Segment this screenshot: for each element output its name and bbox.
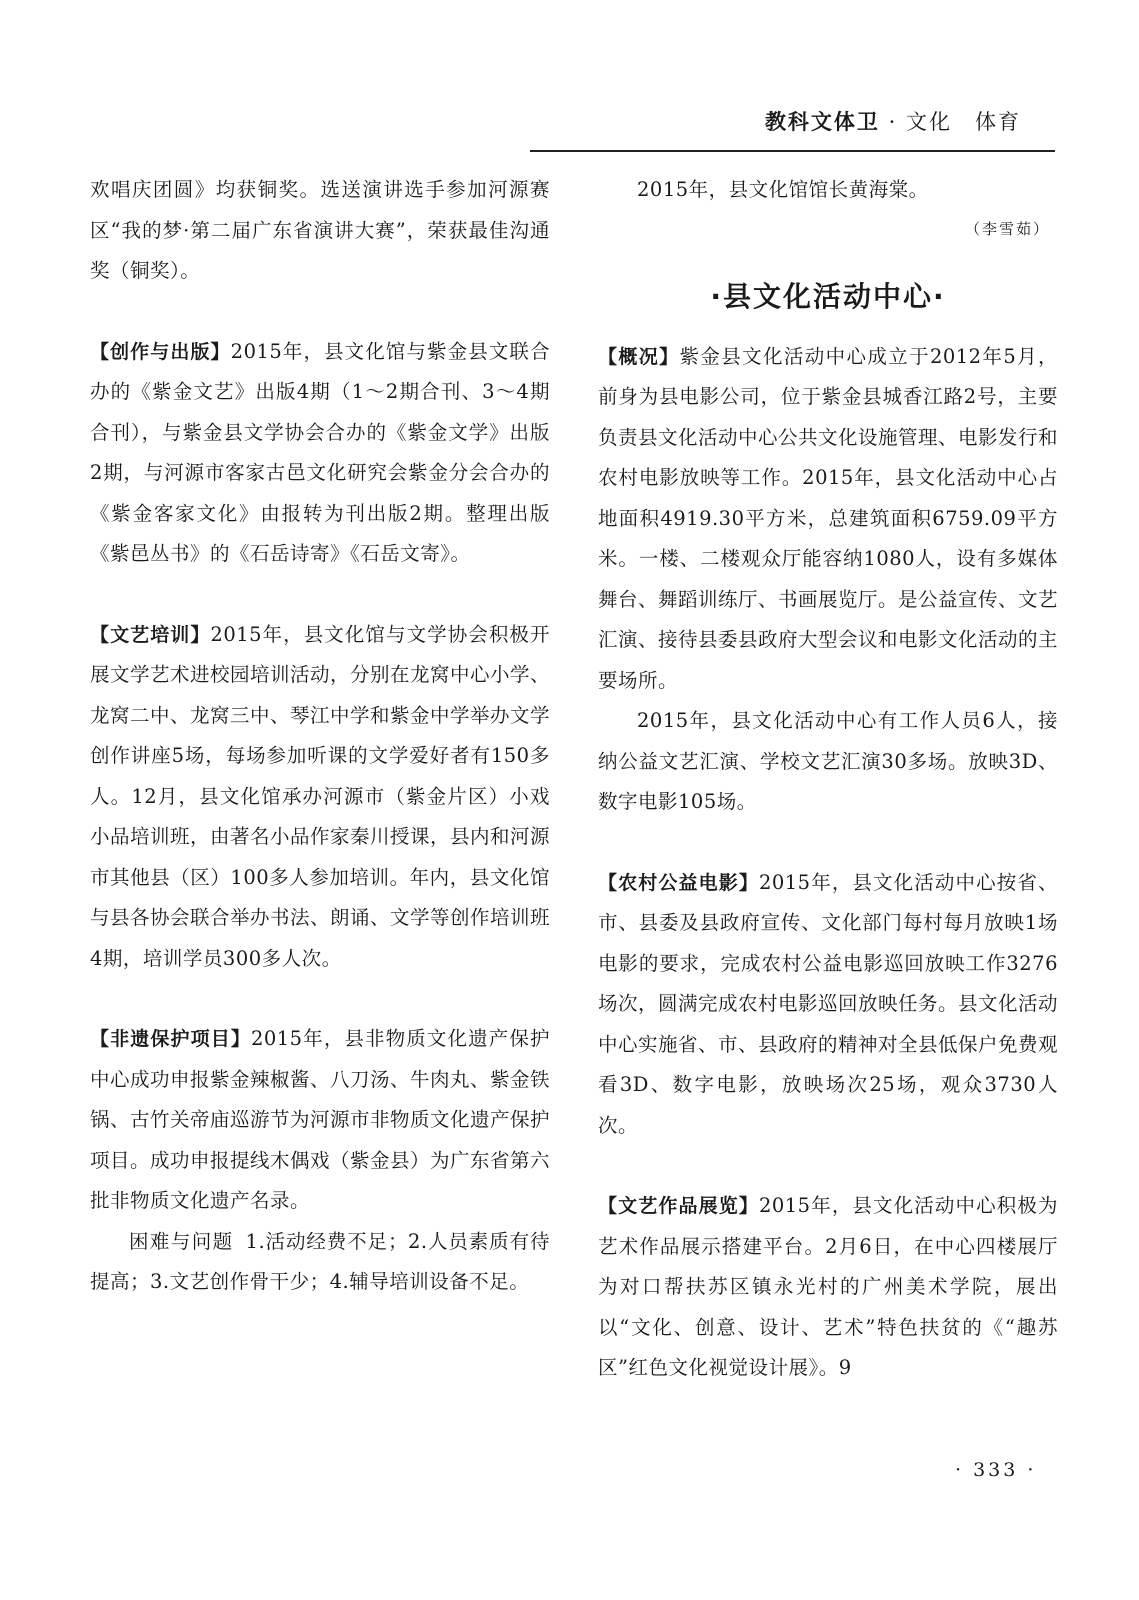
right-column (598, 170, 1058, 1389)
running-header-text (765, 106, 1021, 136)
tag-art-exhibition: 【文艺作品展览】 (598, 1195, 759, 1217)
running-header (530, 106, 1055, 152)
problems-label: 困难与问题 (129, 1229, 234, 1253)
tag-rural-film: 【农村公益电影】 (598, 871, 759, 894)
header-separator: · (888, 110, 898, 134)
paragraph-creation-publishing: 【创作与出版】2015年，县文化馆与紫金县文联合办的《紫金文艺》出版4期（1～2期合刊、3～4期合刊），与紫金县文学协会合办的《紫金文学》出版2期，与河源市客家古邑文化研究会紫金分会合办的《紫金客家文化》由报转为刊出版2期。整理出版《紫邑丛书》的《石岳诗寄》《石岳文寄》。 (90, 339, 550, 565)
tag-art-training: 【文艺培训】 (90, 623, 211, 646)
paragraph-heritage-protection: 【非遗保护项目】2015年，县非物质文化遗产保护中心成功申报紫金辣椒酱、八刀汤、牛肉丸、紫金铁锅、古竹关帝庙巡游节为河源市非物质文化遗产保护项目。成功申报提线木偶戏（紫金县）为广东省第六批非物质文化遗产名录。 (90, 1027, 551, 1212)
section-title: ·县文化活动中心· (710, 279, 946, 313)
paragraph-art-training: 【文艺培训】2015年，县文化馆与文学协会积极开展文学艺术进校园培训活动，分别在龙窝中心小学、龙窝二中、龙窝三中、琴江中学和紫金中学举办文学创作讲座5场，每场参加听课的文学爱好者有150多人。12月，县文化馆承办河源市（紫金片区）小戏小品培训班，由著名小品作家秦川授课，县内和河源市其他县（区）100多人参加培训。年内，县文化馆与县各协会联合举办书法、朗诵、文学等创作培训班4期，培训学员300多人次。 (90, 622, 551, 970)
page-number: · 333 · (955, 1459, 1037, 1481)
paragraph-art-exhibition: 【文艺作品展览】2015年，县文化活动中心积极为艺术作品展示搭建平台。2月6日，在中心四楼展厅为对口帮扶苏区镇永光村的广州美术学院，展出以“文化、创意、设计、艺术”特色扶贫的《“趣苏区”红色文化视觉设计展》。9 (598, 1194, 1058, 1379)
author-credit: （李雪茹） (964, 219, 1050, 238)
paragraph-continued: 欢唱庆团圆》均获铜奖。选送演讲选手参加河源赛区“我的梦·第二届广东省演讲大赛”，荣获最佳沟通奖（铜奖）。 (90, 178, 550, 282)
paragraph-problems: 困难与问题 1.活动经费不足；2.人员素质有待提高；3.文艺创作骨干少；4.辅导培训设备不足。 (90, 1229, 550, 1293)
paragraph-rural-film: 【农村公益电影】2015年，县文化活动中心按省、市、县委及县政府宣传、文化部门每村每月放映1场电影的要求，完成农村公益电影巡回放映工作3276场次，圆满完成农村电影巡回放映任务。县文化活动中心实施省、市、县政府的精神对全县低保户免费观看3D、数字电影，放映场次25场，观众3730人次。 (598, 870, 1059, 1137)
header-section: 教科文体卫 (764, 110, 880, 134)
header-subsection: 文化 体育 (906, 110, 1021, 134)
paragraph-staff: 2015年，县文化活动中心有工作人员6人，接纳公益文艺汇演、学校文艺汇演30多场。放映3D、数字电影105场。 (598, 709, 1058, 813)
tag-heritage-protection: 【非遗保护项目】 (90, 1028, 251, 1050)
paragraph-curator: 2015年，县文化馆馆长黄海棠。 (637, 178, 929, 201)
tag-creation-publishing: 【创作与出版】 (90, 340, 231, 363)
tag-overview: 【概况】 (598, 345, 680, 368)
left-column (90, 170, 550, 1303)
paragraph-overview: 【概况】紫金县文化活动中心成立于2012年5月，前身为县电影公司，位于紫金县城香江路2号，主要负责县文化活动中心公共文化设施管理、电影发行和农村电影放映等工作。2015年，县文化活动中心占地面积4919.30平方米，总建筑面积6759.09平方米。一楼、二楼观众厅能容纳1080人，设有多媒体舞台、舞蹈训练厅、书画展览厅。是公益宣传、文艺汇演、接待县委县政府大型会议和电影文化活动的主要场所。 (598, 344, 1059, 692)
